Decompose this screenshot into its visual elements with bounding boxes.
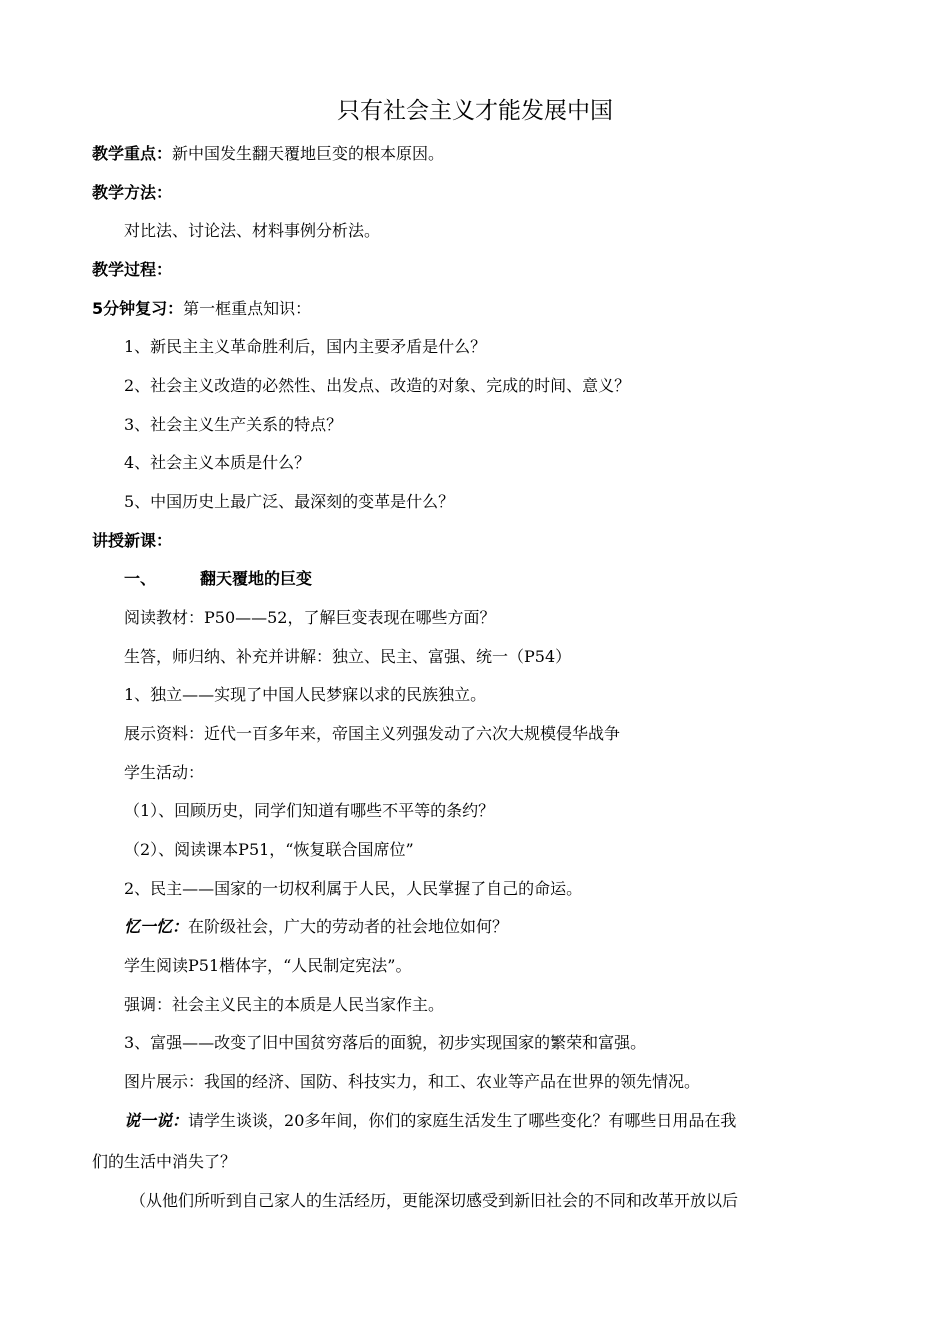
body-line: （从他们所听到自己家人的生活经历，更能深切感受到新旧社会的不同和改革开放以后 (130, 1191, 739, 1210)
body-line: 生答，师归纳、补充并讲解：独立、民主、富强、统一（P54） (124, 647, 572, 666)
section-number: 一、 (124, 569, 157, 588)
body-line: 强调：社会主义民主的本质是人民当家作主。 (124, 995, 445, 1014)
teaching-method-label: 教学方法： (92, 183, 173, 202)
review-item: 4、社会主义本质是什么？ (124, 453, 311, 472)
new-lesson-label: 讲授新课： (92, 531, 173, 550)
teaching-focus-text: 新中国发生翻天覆地巨变的根本原因。 (172, 144, 445, 163)
recall-label: 忆一忆： (124, 917, 189, 936)
body-line: 1、独立——实现了中国人民梦寐以求的民族独立。 (124, 685, 487, 704)
review-label: 5分钟复习： (92, 299, 184, 318)
review-item: 5、中国历史上最广泛、最深刻的变革是什么？ (124, 492, 455, 511)
review-item: 3、社会主义生产关系的特点？ (124, 415, 343, 434)
recall-paragraph (124, 916, 508, 938)
discuss-text: 请学生谈谈，20多年间，你们的家庭生活发生了哪些变化？有哪些日用品在我 (188, 1111, 737, 1130)
body-line: （2）、阅读课本P51，“恢复联合国席位” (124, 840, 414, 859)
section-title: 翻天覆地的巨变 (200, 569, 313, 588)
body-line: 们的生活中消失了？ (92, 1152, 237, 1171)
teaching-process-label: 教学过程： (92, 260, 173, 279)
page-title: 只有社会主义才能发展中国 (337, 98, 613, 124)
body-line: 学生活动： (124, 763, 205, 782)
review-heading (92, 298, 311, 320)
body-line: 图片展示：我国的经济、国防、科技实力，和工、农业等产品在世界的领先情况。 (124, 1072, 701, 1091)
body-line: （1）、回顾历史，同学们知道有哪些不平等的条约？ (124, 801, 495, 820)
review-item: 2、社会主义改造的必然性、出发点、改造的对象、完成的时间、意义？ (124, 376, 631, 395)
teaching-focus (92, 143, 444, 165)
body-line: 阅读教材：P50——52，了解巨变表现在哪些方面？ (124, 608, 496, 627)
review-item: 1、新民主主义革命胜利后，国内主要矛盾是什么？ (124, 337, 487, 356)
body-line: 2、民主——国家的一切权利属于人民，人民掌握了自己的命运。 (124, 879, 583, 898)
teaching-focus-label: 教学重点： (92, 144, 173, 163)
teaching-method-text: 对比法、讨论法、材料事例分析法。 (124, 221, 381, 240)
recall-text: 在阶级社会，广大的劳动者的社会地位如何？ (188, 917, 509, 936)
discuss-label: 说一说： (124, 1111, 189, 1130)
review-text: 第一框重点知识： (183, 299, 312, 318)
body-line: 展示资料：近代一百多年来，帝国主义列强发动了六次大规模侵华战争 (124, 724, 621, 743)
body-line: 学生阅读P51楷体字，“人民制定宪法”。 (124, 956, 412, 975)
discuss-paragraph (124, 1110, 736, 1132)
section-heading (124, 568, 312, 590)
body-line: 3、富强——改变了旧中国贫穷落后的面貌，初步实现国家的繁荣和富强。 (124, 1033, 647, 1052)
